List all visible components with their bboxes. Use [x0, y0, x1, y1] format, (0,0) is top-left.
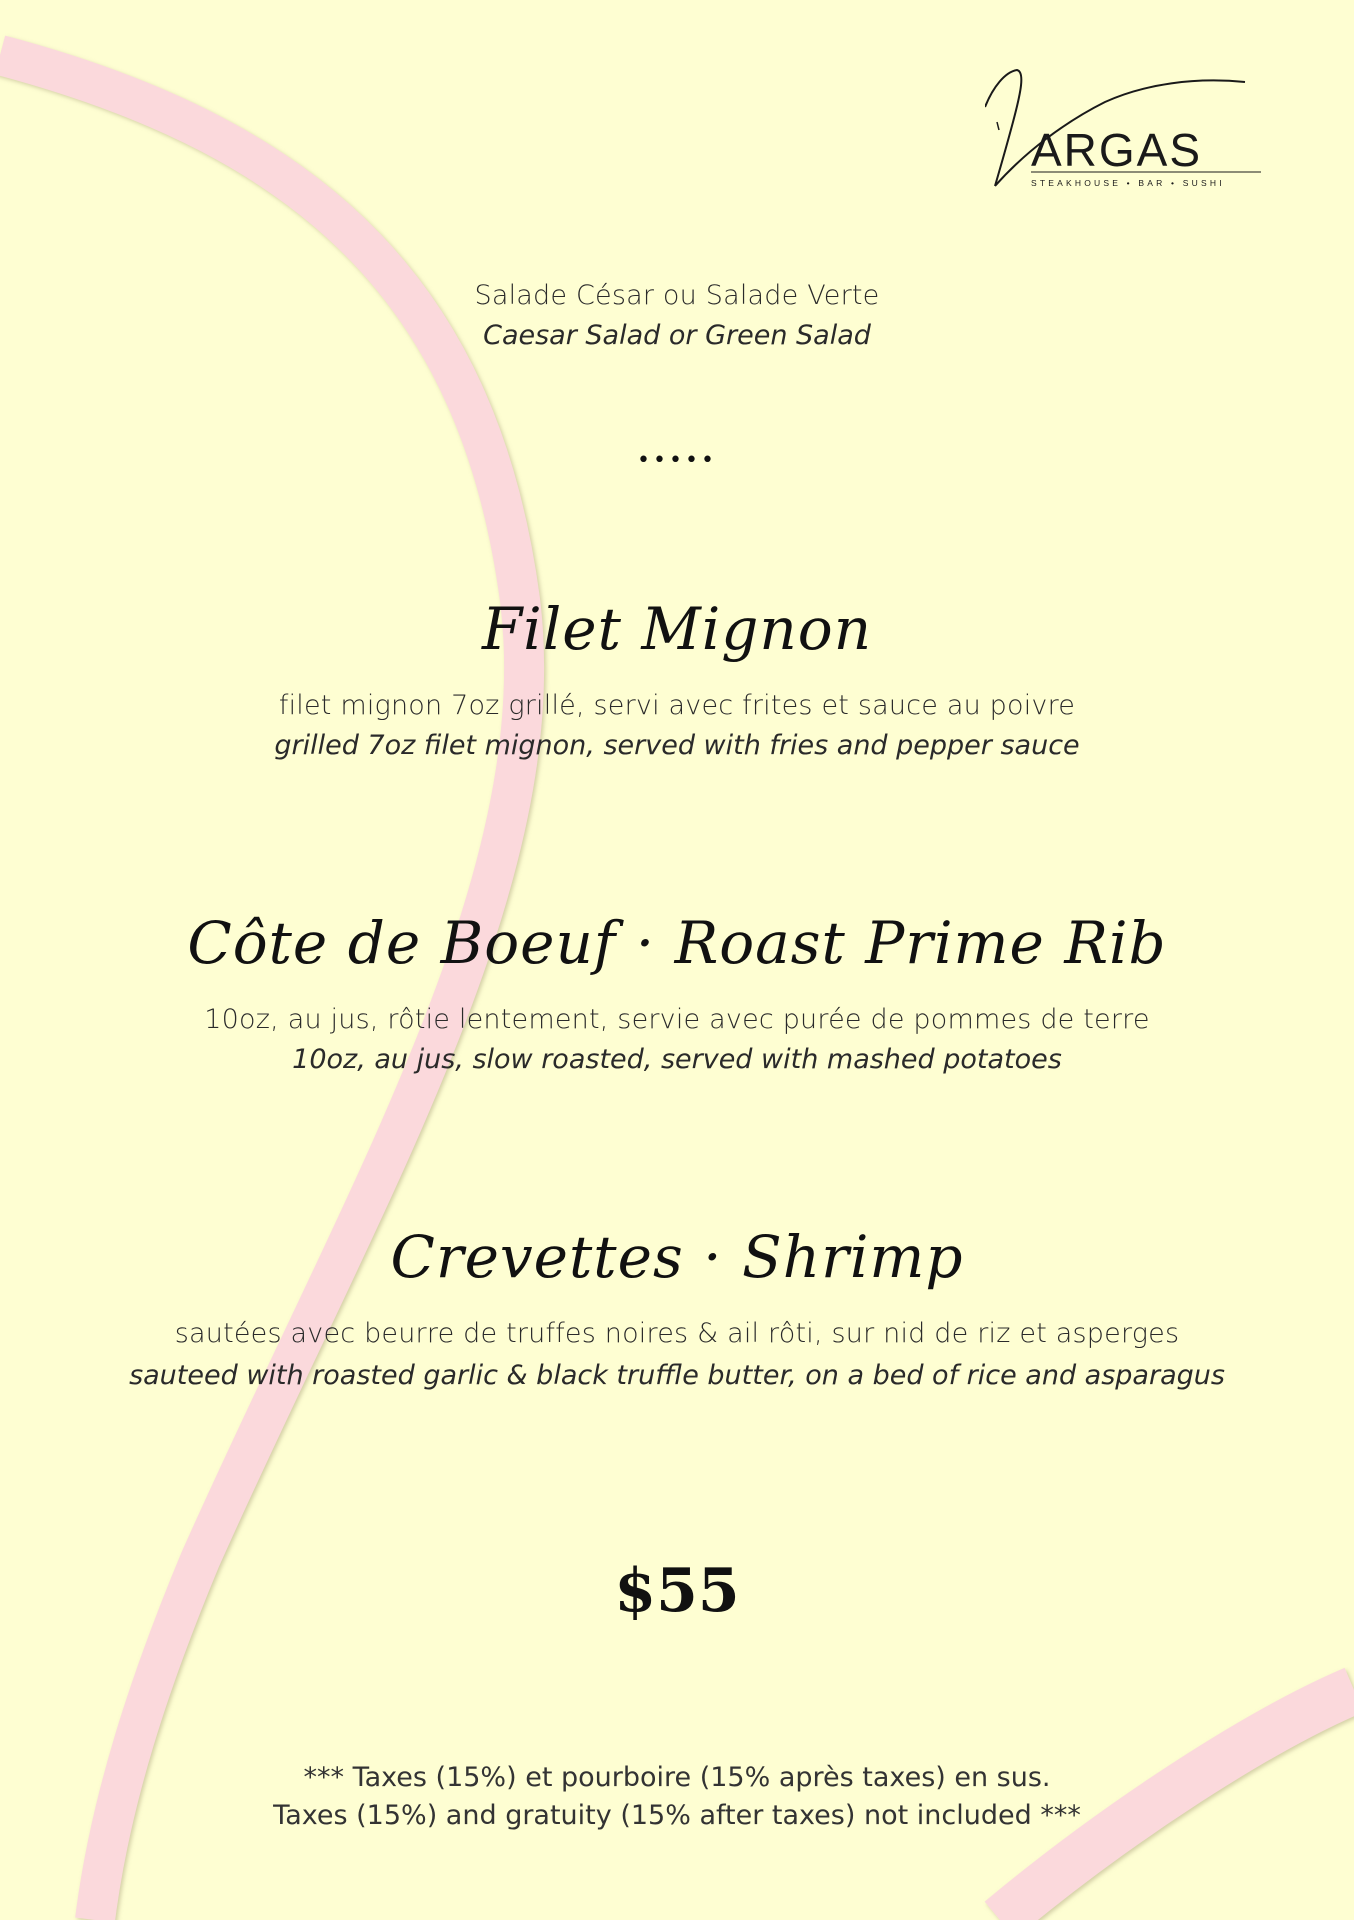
dish-fr-prime-rib: 10oz, au jus, rôtie lentement, servie avec purée de pommes de terre	[204, 1004, 1150, 1035]
separator-dots: •••••	[637, 448, 717, 473]
dish-title-prime-rib: Côte de Boeuf · Roast Prime Rib	[187, 909, 1167, 977]
dish-en-prime-rib: 10oz, au jus, slow roasted, served with mashed potatoes	[292, 1044, 1062, 1075]
logo-v-left	[997, 122, 999, 130]
logo-tagline: STEAKHOUSE • BAR • SUSHI	[1031, 178, 1225, 188]
dish-fr-filet-mignon: filet mignon 7oz grillé, servi avec frites et sauce au poivre	[278, 690, 1076, 721]
starter-fr: Salade César ou Salade Verte	[474, 280, 880, 311]
dish-fr-shrimp: sautées avec beurre de truffes noires & ail rôti, sur nid de riz et asperges	[174, 1318, 1180, 1349]
dish-title-shrimp: Crevettes · Shrimp	[390, 1223, 964, 1291]
dish-en-shrimp: sauteed with roasted garlic & black truffle butter, on a bed of rice and asparagus	[129, 1360, 1225, 1391]
dish-en-filet-mignon: grilled 7oz filet mignon, served with fries and pepper sauce	[274, 730, 1080, 761]
menu-price: $55	[614, 1556, 740, 1626]
logo-brand-name: ARGAS	[1031, 124, 1203, 176]
starter-en: Caesar Salad or Green Salad	[483, 320, 871, 351]
dish-title-filet-mignon: Filet Mignon	[481, 595, 873, 663]
vargas-logo	[985, 62, 1270, 192]
tax-note-en: Taxes (15%) and gratuity (15% after taxes) not included ***	[273, 1800, 1081, 1831]
tax-note-fr: *** Taxes (15%) et pourboire (15% après taxes) en sus.	[303, 1762, 1051, 1793]
